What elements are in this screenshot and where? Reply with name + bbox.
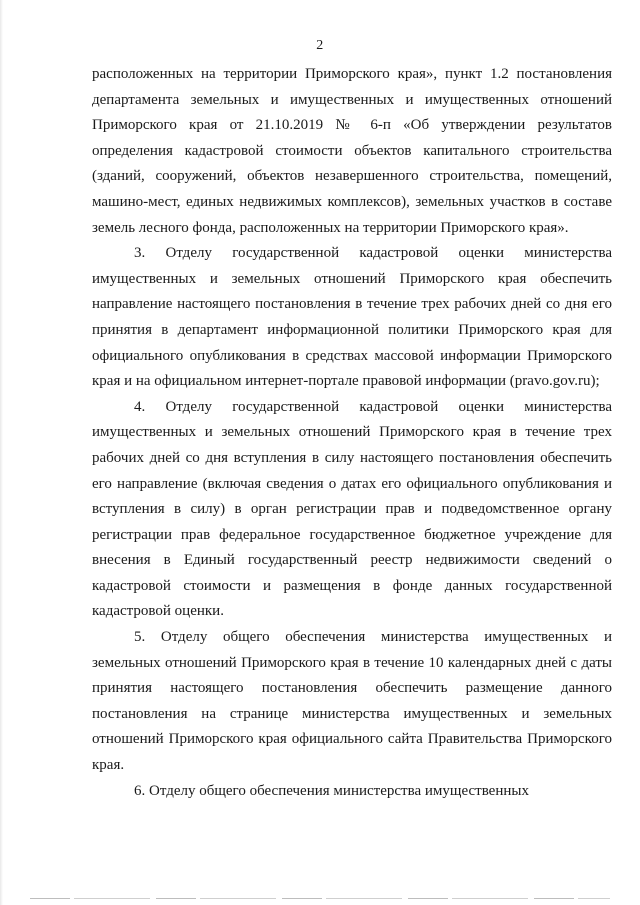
bottom-scan-line bbox=[30, 898, 610, 899]
scan-edge-shadow bbox=[0, 0, 3, 905]
paragraph-continuation: расположенных на территории Приморского края», пункт 1.2 постановления департамента земельных и имущественных и имущественных отношений Приморского края от 21.10.2019 № 6-п «Об утверждении результатов определения кадастровой стоимости объектов капитального строительства (зданий, сооружений, объектов незавершенного строительства, помещений, машино-мест, единых недвижимых комплексов), земельных участков в составе земель лесного фонда, расположенных на территории Приморского края». bbox=[92, 66, 612, 236]
document-body bbox=[92, 62, 612, 804]
paragraph-item-4: 4. Отделу государственной кадастровой оценки министерства имущественных и земельных отношений Приморского края в течение трех рабочих дней со дня вступления в силу настоящего постановления обеспечить его направление (включая сведения о датах его официального опубликования и вступления в силу) в орган регистрации прав и подведомственное органу регистрации прав федеральное государственное бюджетное учреждение для внесения в Единый государственный реестр недвижимости сведений о кадастровой стоимости и размещения в фонде данных государственной кадастровой оценки. bbox=[92, 398, 612, 620]
paragraph-item-6: 6. Отделу общего обеспечения министерства имущественных bbox=[134, 782, 529, 799]
page-number: 2 bbox=[316, 38, 324, 53]
paragraph-item-3: 3. Отделу государственной кадастровой оценки министерства имущественных и земельных отношений Приморского края обеспечить направление настоящего постановления в течение трех рабочих дней со дня его принятия в департамент информационной политики Приморского края для официального опубликования в средствах массовой информации Приморского края и на официальном интернет-портале правовой информации (pravo.gov.ru); bbox=[92, 245, 612, 390]
paragraph-item-5: 5. Отделу общего обеспечения министерства имущественных и земельных отношений Приморского края в течение 10 календарных дней с даты принятия настоящего постановления обеспечить размещение данного постановления на странице министерства имущественных и земельных отношений Приморского края официального сайта Правительства Приморского края. bbox=[92, 629, 612, 774]
